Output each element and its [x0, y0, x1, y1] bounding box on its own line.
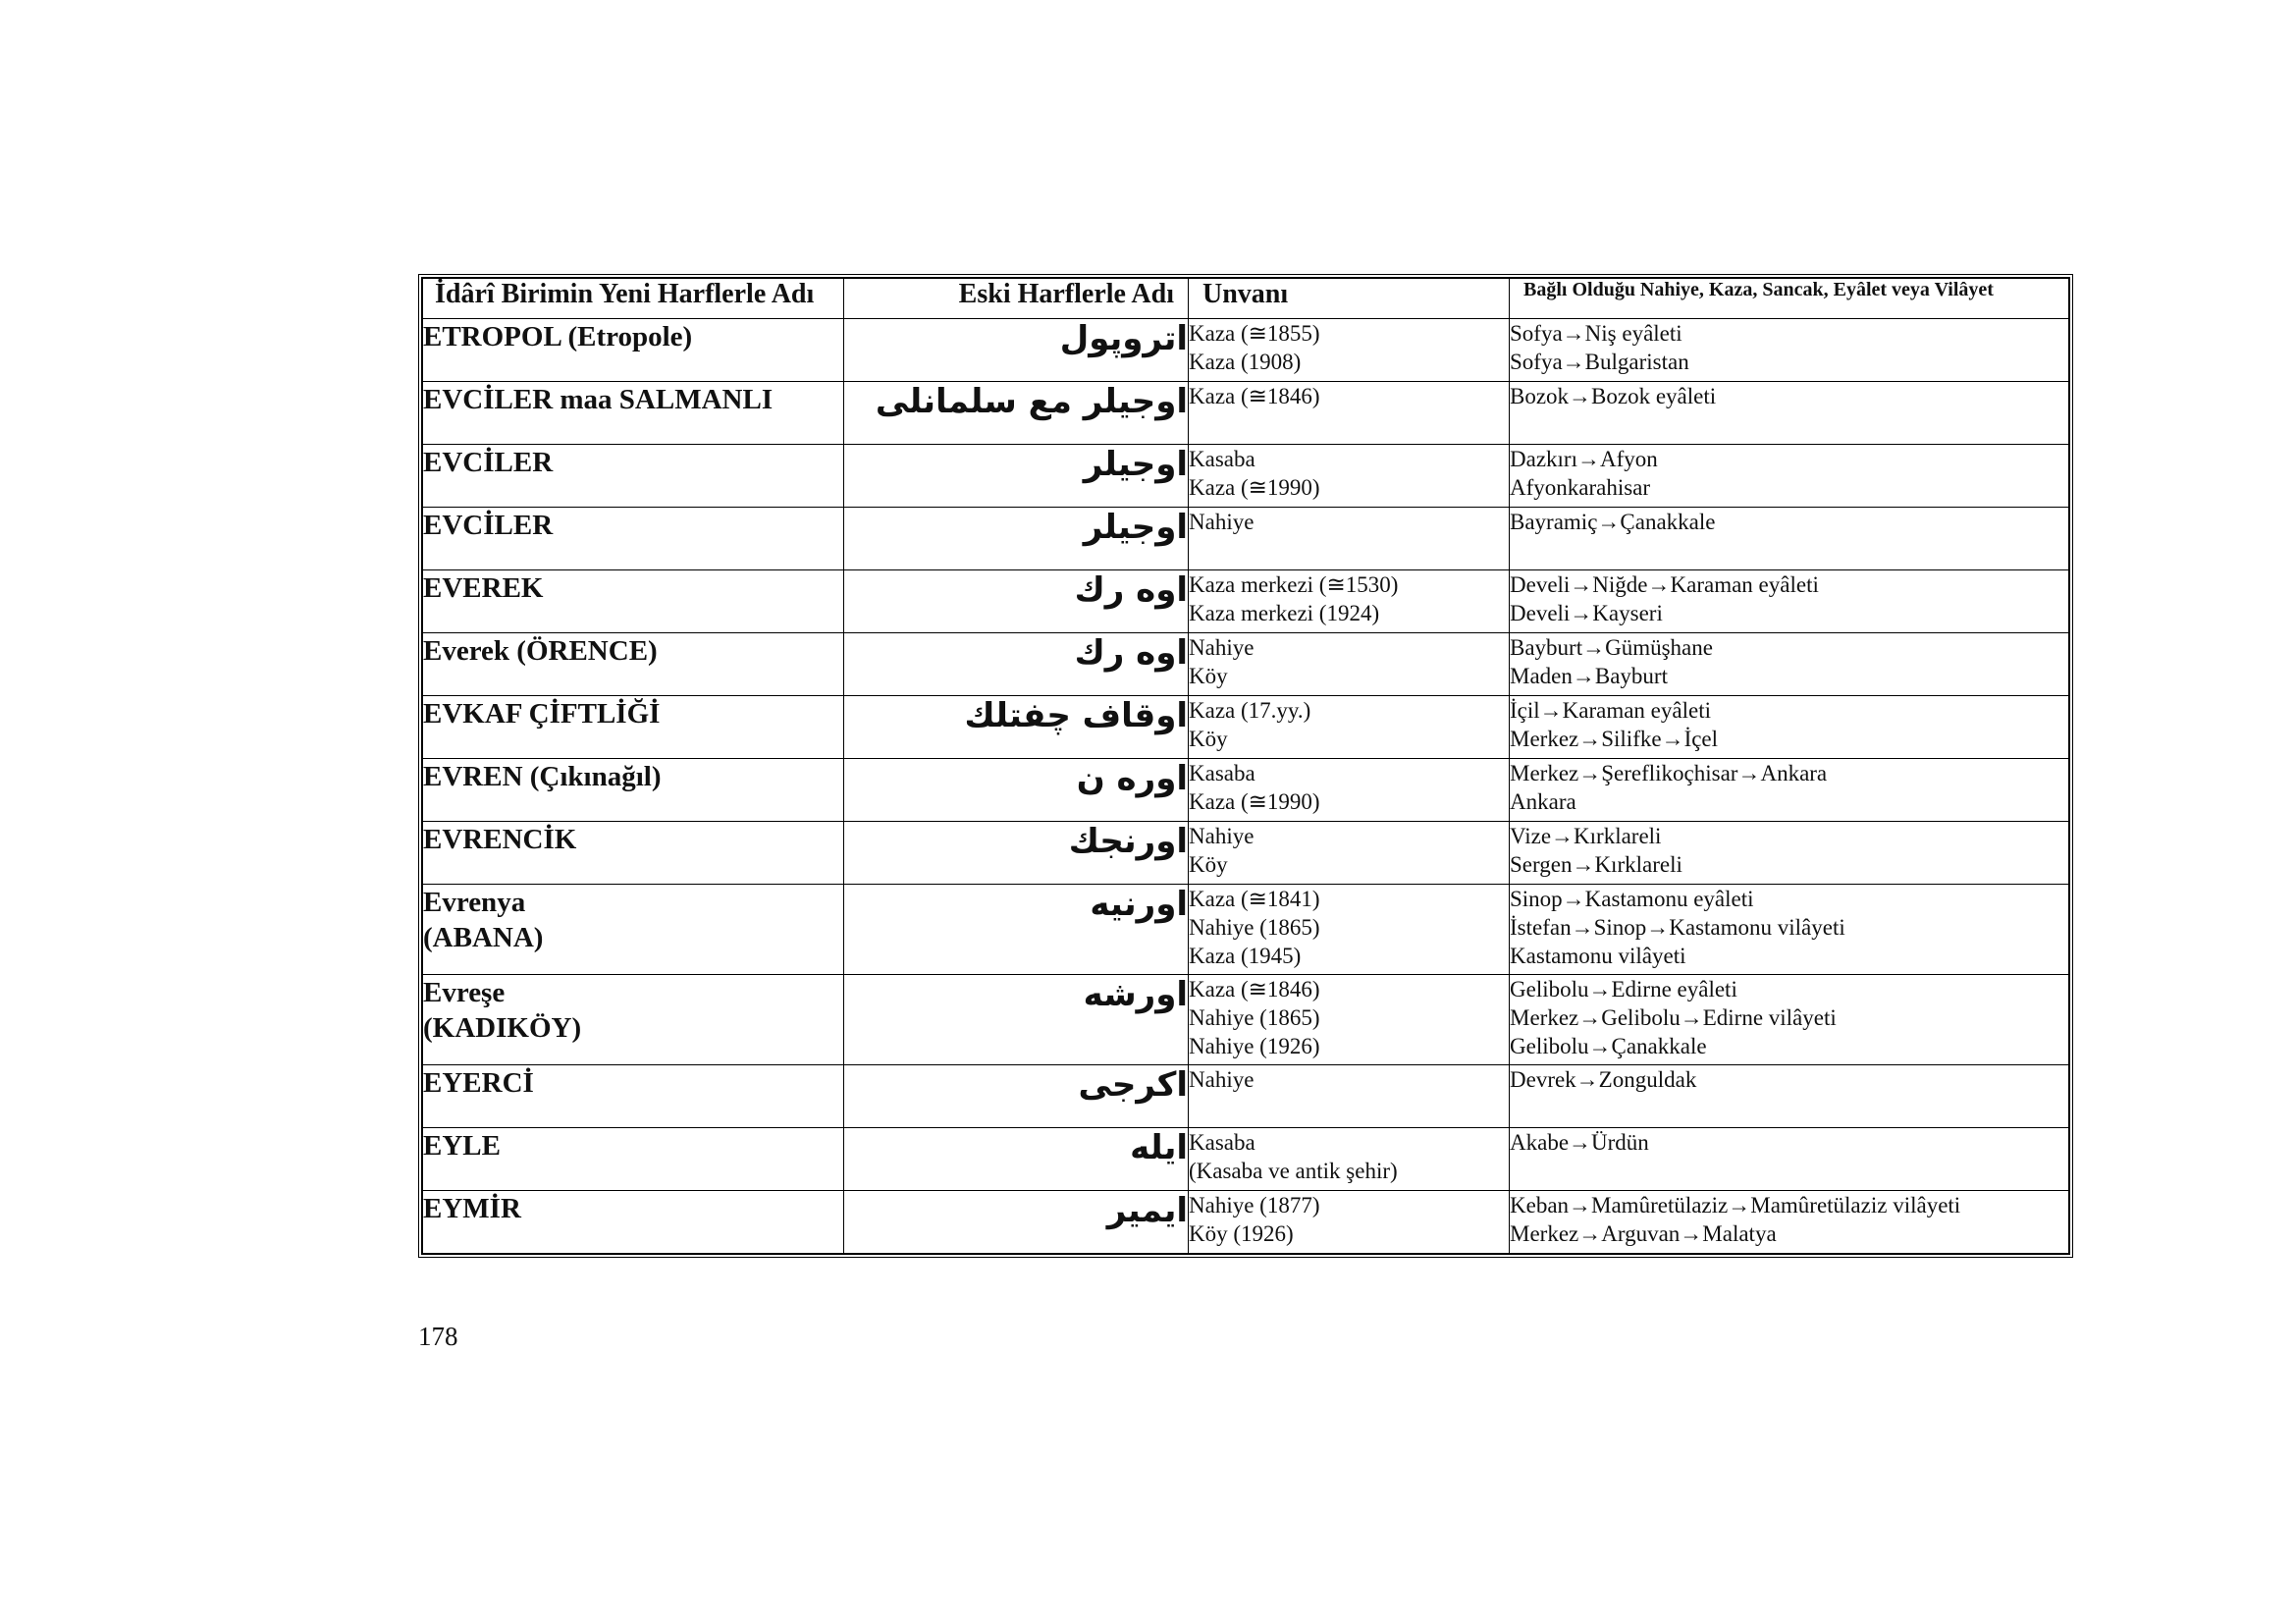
cell-affiliation	[1510, 885, 2069, 975]
cell-title	[1189, 822, 1510, 885]
cell-affiliation	[1510, 1191, 2069, 1254]
title-line: Kaza merkezi (1924)	[1189, 601, 1380, 625]
cell-title	[1189, 885, 1510, 975]
title-line: Kaza (≅1855)	[1189, 321, 1320, 346]
title-line: Kaza merkezi (≅1530)	[1189, 572, 1399, 597]
header-name: İdârî Birimin Yeni Harflerle Adı	[423, 279, 844, 319]
cell-ottoman-name: اورنيه	[844, 885, 1189, 975]
affiliation-line: Sinop→Kastamonu eyâleti	[1510, 887, 1754, 911]
cell-title	[1189, 445, 1510, 508]
cell-title	[1189, 696, 1510, 759]
title-line: Kaza (≅1990)	[1189, 789, 1320, 814]
title-line: Nahiye	[1189, 635, 1255, 660]
cell-name	[423, 885, 844, 975]
cell-ottoman-name: اوه رك	[844, 633, 1189, 696]
cell-name	[423, 975, 844, 1065]
affiliation-line: Sofya→Bulgaristan	[1510, 350, 1689, 374]
affiliation-line: Bozok→Bozok eyâleti	[1510, 384, 1717, 408]
table-row	[423, 759, 2069, 822]
cell-ottoman-name: اورنجك	[844, 822, 1189, 885]
cell-title	[1189, 319, 1510, 382]
title-line: Kaza (≅1846)	[1189, 384, 1320, 408]
cell-affiliation	[1510, 382, 2069, 445]
table-row	[423, 633, 2069, 696]
cell-affiliation	[1510, 822, 2069, 885]
cell-affiliation	[1510, 1065, 2069, 1128]
cell-ottoman-name: اكرجى	[844, 1065, 1189, 1128]
cell-affiliation	[1510, 759, 2069, 822]
title-line: Nahiye (1877)	[1189, 1193, 1320, 1218]
gazetteer-table	[422, 278, 2069, 1254]
affiliation-line: Keban→Mamûretülaziz→Mamûretülaziz vilâyeti	[1510, 1193, 1961, 1218]
cell-ottoman-name: اوجيلر	[844, 445, 1189, 508]
cell-ottoman-name: اوجيلر مع سلمانلى	[844, 382, 1189, 445]
cell-title	[1189, 1065, 1510, 1128]
name-line: (ABANA)	[423, 922, 544, 953]
cell-ottoman-name: ايله	[844, 1128, 1189, 1191]
title-line: Nahiye (1926)	[1189, 1034, 1320, 1058]
header-ottoman-name: Eski Harflerle Adı	[844, 279, 1189, 319]
cell-title	[1189, 1128, 1510, 1191]
title-line: Köy	[1189, 727, 1228, 751]
affiliation-line: Ankara	[1510, 789, 1576, 814]
name-line: Evreşe	[423, 977, 506, 1008]
name-line: ETROPOL (Etropole)	[423, 321, 693, 352]
title-line: Nahiye (1865)	[1189, 1005, 1320, 1030]
affiliation-line: Bayburt→Gümüşhane	[1510, 635, 1713, 660]
name-line: EVREN (Çıkınağıl)	[423, 761, 662, 792]
table-row	[423, 319, 2069, 382]
name-line: EVRENCİK	[423, 824, 577, 855]
cell-ottoman-name: اوجيلر	[844, 508, 1189, 570]
title-line: Kasaba	[1189, 1130, 1255, 1155]
cell-name	[423, 570, 844, 633]
cell-ottoman-name: اوه رك	[844, 570, 1189, 633]
name-line: EYMİR	[423, 1193, 521, 1224]
table-row	[423, 1191, 2069, 1254]
title-line: Nahiye	[1189, 510, 1255, 534]
table-row	[423, 570, 2069, 633]
table-row	[423, 445, 2069, 508]
page-number: 178	[418, 1322, 458, 1351]
title-line: Kaza (17.yy.)	[1189, 698, 1311, 723]
header-affiliation: Bağlı Olduğu Nahiye, Kaza, Sancak, Eyâlet veya Vilâyet	[1510, 279, 2069, 319]
cell-ottoman-name: اوقاف چفتلك	[844, 696, 1189, 759]
cell-name	[423, 382, 844, 445]
affiliation-line: Gelibolu→Edirne eyâleti	[1510, 977, 1737, 1001]
name-line: EVCİLER	[423, 447, 554, 478]
table-row	[423, 885, 2069, 975]
cell-affiliation	[1510, 319, 2069, 382]
cell-name	[423, 759, 844, 822]
name-line: EVCİLER maa SALMANLI	[423, 384, 774, 415]
name-line: EYLE	[423, 1130, 501, 1162]
cell-name	[423, 696, 844, 759]
cell-name	[423, 1191, 844, 1254]
cell-name	[423, 508, 844, 570]
title-line: Kasaba	[1189, 447, 1255, 471]
cell-affiliation	[1510, 1128, 2069, 1191]
table-row	[423, 382, 2069, 445]
title-line: Köy	[1189, 852, 1228, 877]
title-line: Kaza (≅1846)	[1189, 977, 1320, 1001]
gazetteer-table-frame	[418, 274, 2073, 1258]
cell-affiliation	[1510, 975, 2069, 1065]
affiliation-line: Akabe→Ürdün	[1510, 1130, 1649, 1155]
cell-ottoman-name: اوره ن	[844, 759, 1189, 822]
cell-ottoman-name: اتروپول	[844, 319, 1189, 382]
title-line: Kaza (≅1841)	[1189, 887, 1320, 911]
affiliation-line: Merkez→Arguvan→Malatya	[1510, 1221, 1777, 1246]
cell-affiliation	[1510, 696, 2069, 759]
cell-name	[423, 822, 844, 885]
affiliation-line: Afyonkarahisar	[1510, 475, 1651, 500]
title-line: Nahiye	[1189, 824, 1255, 848]
title-line: Kaza (1908)	[1189, 350, 1302, 374]
name-line: EVKAF ÇİFTLİĞİ	[423, 698, 661, 730]
cell-title	[1189, 508, 1510, 570]
title-line: Nahiye (1865)	[1189, 915, 1320, 940]
cell-name	[423, 445, 844, 508]
table-row	[423, 508, 2069, 570]
affiliation-line: Develi→Kayseri	[1510, 601, 1663, 625]
affiliation-line: Develi→Niğde→Karaman eyâleti	[1510, 572, 1819, 597]
table-row	[423, 1065, 2069, 1128]
affiliation-line: Kastamonu vilâyeti	[1510, 944, 1686, 968]
title-line: (Kasaba ve antik şehir)	[1189, 1159, 1398, 1183]
cell-ottoman-name: ايمير	[844, 1191, 1189, 1254]
name-line: EVCİLER	[423, 510, 554, 541]
cell-name	[423, 1128, 844, 1191]
cell-affiliation	[1510, 445, 2069, 508]
title-line: Nahiye	[1189, 1067, 1255, 1092]
name-line: (KADIKÖY)	[423, 1012, 582, 1044]
cell-title	[1189, 382, 1510, 445]
cell-title	[1189, 759, 1510, 822]
title-line: Kaza (1945)	[1189, 944, 1302, 968]
table-row	[423, 975, 2069, 1065]
name-line: Evrenya	[423, 887, 526, 918]
cell-title	[1189, 633, 1510, 696]
cell-affiliation	[1510, 570, 2069, 633]
affiliation-line: Vize→Kırklareli	[1510, 824, 1662, 848]
table-row	[423, 822, 2069, 885]
affiliation-line: Merkez→Silifke→İçel	[1510, 727, 1719, 751]
affiliation-line: Bayramiç→Çanakkale	[1510, 510, 1716, 534]
table-body	[423, 319, 2069, 1254]
affiliation-line: Sergen→Kırklareli	[1510, 852, 1682, 877]
name-line: EVEREK	[423, 572, 544, 604]
affiliation-line: İçil→Karaman eyâleti	[1510, 698, 1711, 723]
affiliation-line: Devrek→Zonguldak	[1510, 1067, 1697, 1092]
title-line: Kaza (≅1990)	[1189, 475, 1320, 500]
cell-name	[423, 633, 844, 696]
title-line: Kasaba	[1189, 761, 1255, 785]
title-line: Köy (1926)	[1189, 1221, 1294, 1246]
cell-title	[1189, 570, 1510, 633]
affiliation-line: Merkez→Gelibolu→Edirne vilâyeti	[1510, 1005, 1837, 1030]
header-row	[423, 279, 2069, 319]
affiliation-line: Maden→Bayburt	[1510, 664, 1668, 688]
affiliation-line: Dazkırı→Afyon	[1510, 447, 1658, 471]
header-title: Unvanı	[1189, 279, 1510, 319]
cell-affiliation	[1510, 633, 2069, 696]
affiliation-line: Merkez→Şereflikoçhisar→Ankara	[1510, 761, 1828, 785]
cell-name	[423, 1065, 844, 1128]
affiliation-line: Sofya→Niş eyâleti	[1510, 321, 1682, 346]
table-row	[423, 1128, 2069, 1191]
cell-ottoman-name: اورشه	[844, 975, 1189, 1065]
cell-title	[1189, 1191, 1510, 1254]
cell-title	[1189, 975, 1510, 1065]
cell-name	[423, 319, 844, 382]
name-line: EYERCİ	[423, 1067, 534, 1099]
cell-affiliation	[1510, 508, 2069, 570]
title-line: Köy	[1189, 664, 1228, 688]
affiliation-line: Gelibolu→Çanakkale	[1510, 1034, 1707, 1058]
affiliation-line: İstefan→Sinop→Kastamonu vilâyeti	[1510, 915, 1845, 940]
name-line: Everek (ÖRENCE)	[423, 635, 658, 667]
table-row	[423, 696, 2069, 759]
